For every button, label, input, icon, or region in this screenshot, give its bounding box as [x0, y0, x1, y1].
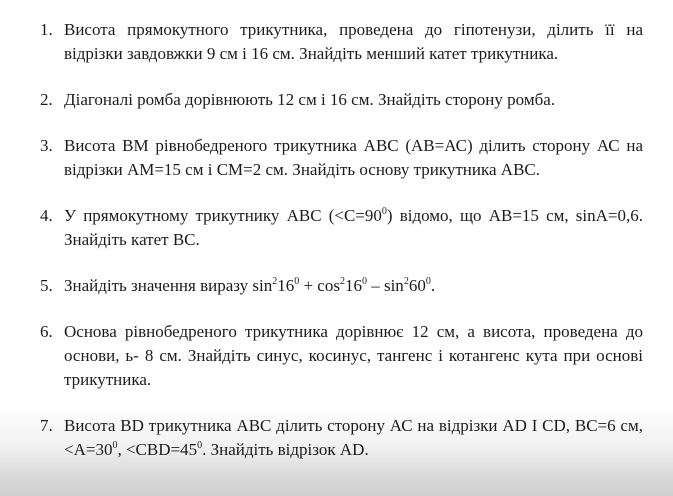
degree-superscript: 0: [361, 276, 367, 287]
text-segment: 16: [344, 276, 362, 295]
task-list: [0, 18, 673, 484]
task-number: 4.: [40, 206, 53, 225]
task-item-4: [0, 204, 673, 252]
task-text: [64, 274, 643, 298]
task-item-2: [0, 88, 673, 112]
task-number: 7.: [40, 416, 53, 435]
task-text: [64, 414, 643, 462]
task-text: Основа рівнобедреного трикутника дорівнює 12 см, а висота, проведена до основи, ь- 8 см. Знайдіть синус, косинус, тангенс і котангенс кута при основі трикутника.: [64, 322, 643, 389]
power-superscript: 2: [272, 276, 278, 287]
degree-superscript: 0: [294, 276, 300, 287]
power-superscript: 2: [403, 276, 409, 287]
task-item-7: [0, 414, 673, 462]
task-number: 5.: [40, 276, 53, 295]
text-segment: 16: [277, 276, 295, 295]
text-segment: , <CBD=45: [117, 440, 198, 459]
degree-superscript: 0: [197, 440, 203, 451]
text-segment: .: [430, 276, 436, 295]
task-text: Висота прямокутного трикутника, проведена до гіпотенузи, ділить її на відрізки завдовжки 9 см і 16 см. Знайдіть менший катет трикутника.: [64, 20, 643, 63]
task-item-5: [0, 274, 673, 298]
text-segment: ) відомо, що АВ=15 см, sinA=0,6. Знайдіть катет ВС.: [64, 206, 644, 249]
degree-superscript: 0: [112, 440, 118, 451]
degree-superscript: 0: [381, 206, 387, 217]
task-number: 1.: [40, 20, 53, 39]
degree-superscript: 0: [425, 276, 431, 287]
text-segment: . Знайдіть відрізок AD.: [202, 440, 369, 459]
task-text: Діагоналі ромба дорівнюють 12 см і 16 см. Знайдіть сторону ромба.: [64, 90, 556, 109]
task-number: 2.: [40, 90, 53, 109]
task-number: 3.: [40, 136, 53, 155]
text-segment: Знайдіть значення виразу sin: [64, 276, 273, 295]
task-number: 6.: [40, 322, 53, 341]
task-text: [64, 204, 643, 252]
task-item-1: [0, 18, 673, 66]
text-segment: У прямокутному трикутнику АВС (<С=90: [64, 206, 382, 225]
text-segment: – sin: [366, 276, 404, 295]
task-item-3: [0, 134, 673, 182]
task-item-6: [0, 320, 673, 392]
text-segment: Висота BD трикутника АВС ділить сторону АС на відрізки AD I CD, ВС=6 см, <А=30: [64, 416, 643, 459]
text-segment: 60: [408, 276, 426, 295]
power-superscript: 2: [339, 276, 345, 287]
task-text: Висота ВМ рівнобедреного трикутника АВС (АВ=АС) ділить сторону АС на відрізки АМ=15 см і СМ=2 см. Знайдіть основу трикутника АВС.: [64, 136, 643, 179]
text-segment: + cos: [299, 276, 340, 295]
